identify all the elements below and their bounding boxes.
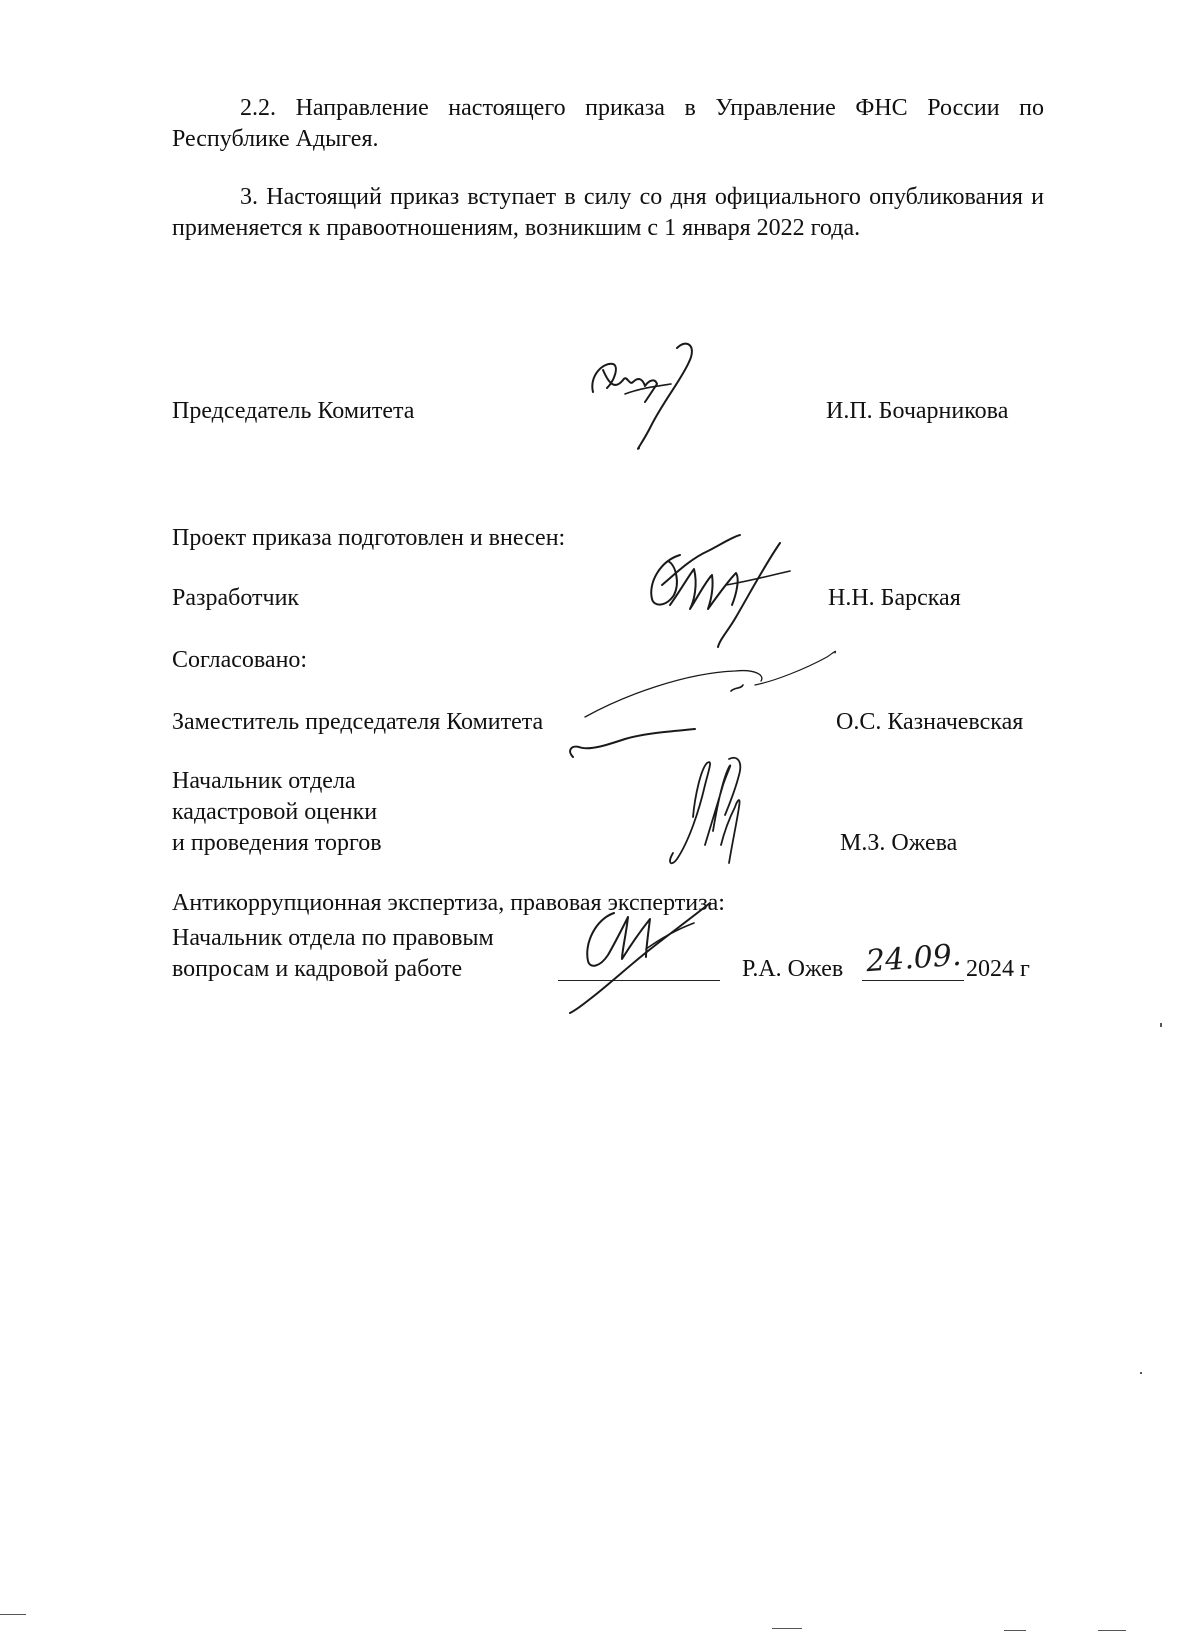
scan-speck (1140, 1372, 1142, 1374)
developer-title: Разработчик (172, 585, 300, 611)
scan-speck (0, 1614, 26, 1615)
deputy-name: О.С. Казначевская (836, 709, 1024, 735)
developer-name: Н.Н. Барская (828, 585, 961, 611)
legal-signature (560, 895, 730, 1020)
cadastral-title-line2: кадастровой оценки (172, 799, 378, 825)
legal-name: Р.А. Ожев (742, 956, 844, 982)
scan-speck (1004, 1630, 1026, 1631)
legal-title-line2: вопросам и кадровой работе (172, 956, 463, 982)
expertise-header: Антикоррупционная экспертиза, правовая экспертиза: (172, 890, 725, 916)
scan-speck (1098, 1630, 1126, 1631)
legal-title-line1: Начальник отдела по правовым (172, 925, 494, 951)
cadastral-signature (665, 755, 765, 870)
chairman-name: И.П. Бочарникова (826, 398, 1009, 424)
agreed-label: Согласовано: (172, 647, 308, 673)
date-suffix: 2024 г (966, 956, 1030, 982)
scan-speck (1160, 1023, 1162, 1027)
chairman-title: Председатель Комитета (172, 398, 415, 424)
cadastral-title-line1: Начальник отдела (172, 768, 356, 794)
scan-speck (772, 1628, 802, 1629)
developer-signature (640, 535, 810, 655)
paragraph-3: 3. Настоящий приказ вступает в силу со дня официального опубликования и применяется к правоотношениям, возникшим с 1 января 2022 года. (172, 184, 1044, 241)
deputy-title: Заместитель председателя Комитета (172, 709, 544, 735)
cadastral-name: М.З. Ожева (840, 830, 958, 856)
date-line (862, 980, 964, 981)
handwritten-date: 24.09. (864, 937, 963, 980)
deputy-signature (565, 645, 855, 765)
chairman-signature (585, 340, 715, 460)
project-header: Проект приказа подготовлен и внесен: (172, 525, 566, 551)
cadastral-title-line3: и проведения торгов (172, 830, 382, 856)
paragraph-2-2: 2.2. Направление настоящего приказа в Управление ФНС России по Республике Адыгея. (172, 95, 1044, 152)
